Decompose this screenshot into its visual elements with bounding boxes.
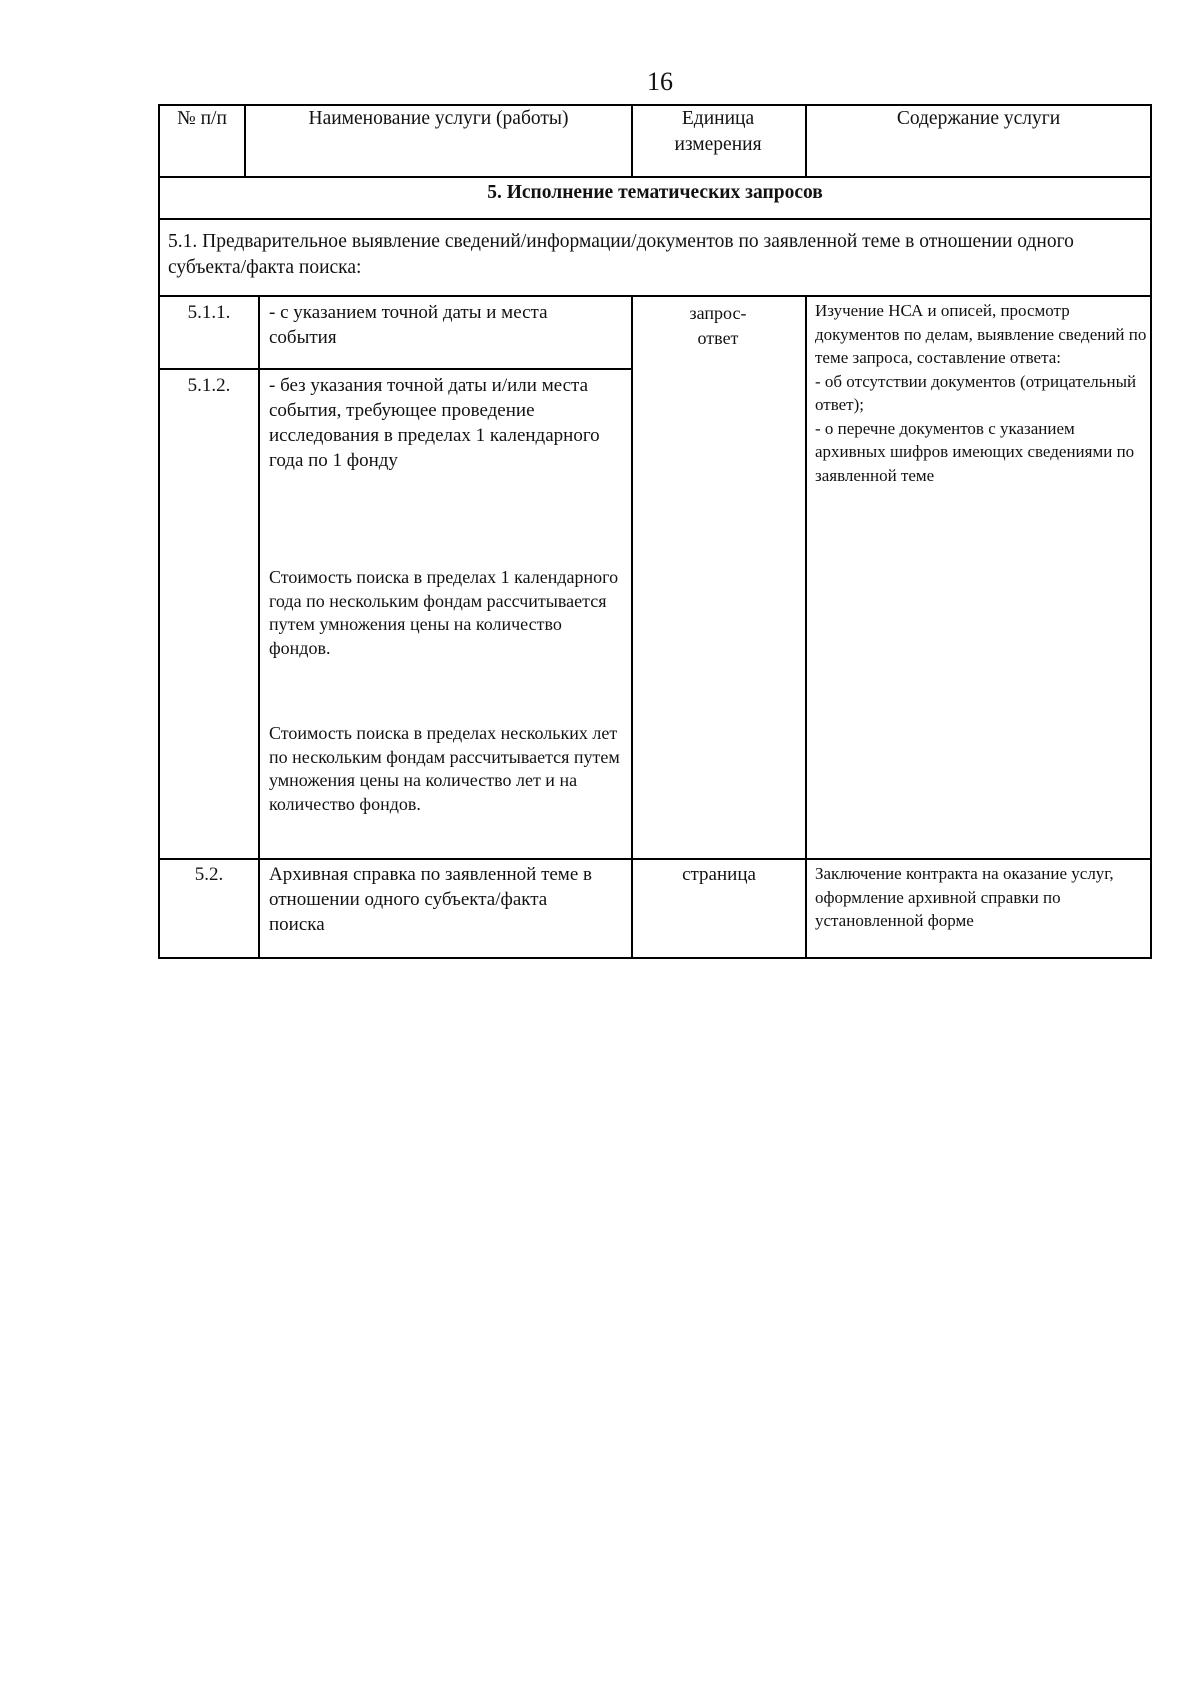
header-name: Наименование услуги (работы) <box>308 108 569 129</box>
row-5-1-1-bottom-rule <box>158 368 632 370</box>
content-5-1: Изучение НСА и описей, просмотр документов по делам, выявление сведений по теме запроса, составление ответа: - об отсутствии документов (отрицательный ответ); - о перечне документов с указанием архивных шифров имеющих сведениями по заявленной теме <box>815 301 1147 485</box>
row-number-5-1-1: 5.1.1. <box>187 302 231 323</box>
header-bottom-rule <box>158 176 1152 178</box>
row-content-5-2: Заключение контракта на оказание услуг, оформление архивной справки по установленной форме <box>815 864 1114 930</box>
header-col-rule-2 <box>631 104 633 177</box>
header-content: Содержание услуги <box>896 108 1061 129</box>
subsection-text: 5.1. Предварительное выявление сведений/информации/документов по заявленной теме в отношении одного субъекта/факта поиска: <box>168 231 1074 278</box>
row-unit-5-2: страница <box>682 864 756 885</box>
page-number: 16 <box>647 67 673 96</box>
header-unit: Единица измерения <box>674 108 762 155</box>
table-border-bottom <box>158 957 1152 959</box>
table-border-right <box>1150 104 1152 959</box>
body-col-rule-2 <box>631 295 633 958</box>
body-col-rule-1 <box>258 295 260 958</box>
unit-request-response: запрос-ответ <box>689 303 747 348</box>
row-name-5-2: Архивная справка по заявленной теме в отношении одного субъекта/факта поиска <box>269 864 592 935</box>
section-bottom-rule <box>158 218 1152 220</box>
section-title: 5. Исполнение тематических запросов <box>487 182 823 203</box>
row-number-5-1-2: 5.1.2. <box>187 375 231 396</box>
row-note-5-1-2-second: Стоимость поиска в пределах нескольких лет по нескольким фондам рассчитывается путем умножения цены на количество лет и на количество фондов. <box>269 723 620 814</box>
subsection-bottom-rule <box>158 295 1152 297</box>
row-name-5-1-2: - без указания точной даты и/или места события, требующее проведение исследования в пределах 1 календарного года по 1 фонду <box>269 375 600 471</box>
row-number-5-2: 5.2. <box>194 864 224 885</box>
table-border-left <box>158 104 160 959</box>
body-col-rule-3 <box>805 295 807 958</box>
row-note-5-1-2-first: Стоимость поиска в пределах 1 календарного года по нескольким фондам рассчитывается путем умножения цены на количество фондов. <box>269 567 619 658</box>
row-5-1-2-bottom-rule <box>158 858 1152 860</box>
row-name-5-1-1: - с указанием точной даты и места события <box>269 302 548 348</box>
header-number: № п/п <box>177 108 227 129</box>
